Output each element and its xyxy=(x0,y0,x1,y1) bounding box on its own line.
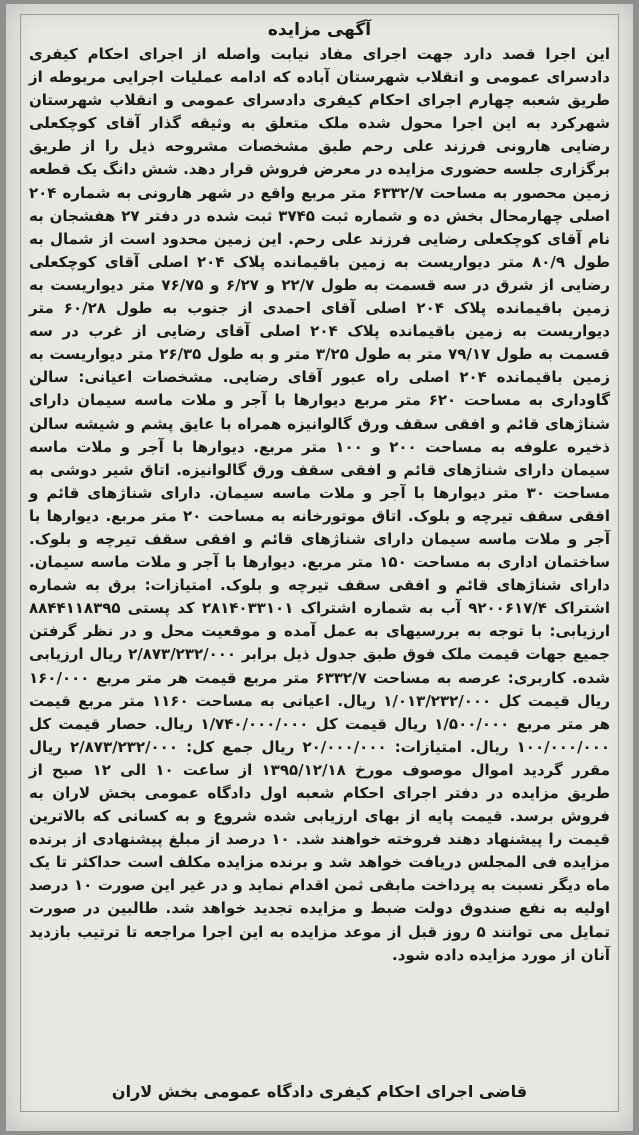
notice-signature: قاضی اجرای احکام کیفری دادگاه عمومی بخش لاران xyxy=(111,1082,528,1101)
newspaper-page xyxy=(6,4,633,1131)
notice-title: آگهی مزایده xyxy=(267,20,372,40)
notice-body: این اجرا قصد دارد جهت اجرای مفاد نیابت واصله از اجرای احکام کیفری دادسرای عمومی و انقلاب شهرستان آباده که ادامه عملیات اجرایی مربوطه از طریق شعبه چهارم اجرای احکام کیفری دادسرای عمومی و انقلاب شهرستان شهرکرد به این اجرا محول شده ملک متعلق به وثیقه گذار آقای کوچکعلی رضایی هارونی فرزند علی رحم طبق مشخصات مشروحه ذیل را از طریق برگزاری جلسه حضوری مزایده در معرض فروش قرار دهد. شش دانگ یک قطعه زمین محصور به مساحت ۶۳۳۲/۷ متر مربع واقع در شهر هارونی به شماره ۲۰۴ اصلی چهارمحال بخش ده و شماره ثبت ۳۷۴۵ ثبت شده در دفتر ۲۷ هفشجان به نام آقای کوچکعلی رضایی فرزند علی رحم. این زمین محدود است از شمال به طول ۸۰/۹ متر دیواریست به زمین باقیمانده پلاک ۲۰۴ اصلی آقای کوچکعلی رضایی از شرق در سه قسمت به طول ۲۲/۷ و ۶/۲۷ و ۷۶/۷۵ متر دیواریست به زمین باقیمانده پلاک ۲۰۴ اصلی آقای احمدی از جنوب به طول ۶۰/۲۸ متر دیواریست به زمین باقیمانده پلاک ۲۰۴ اصلی آقای رضایی از غرب در سه قسمت به طول ۷۹/۱۷ متر به طول ۳/۲۵ متر و به طول ۲۶/۳۵ متر دیواریست به زمین باقیمانده ۲۰۴ اصلی راه عبور آقای رضایی. مشخصات اعیانی: سالن گاوداری به مساحت ۶۲۰ متر مربع دیوارها با آجر و ملات ماسه سیمان دارای شناژهای قائم و افقی سقف ورق گالوانیزه همراه با عایق پشم و شیشه سالن ذخیره علوفه به مساحت ۲۰۰ و ۱۰۰ متر مربع. دیوارها با آجر و ملات ماسه سیمان دارای شناژهای قائم و افقی سقف ورق گالوانیزه. اتاق شیر دوشی به مساحت ۳۰ متر دیوارها با آجر و ملات ماسه سیمان. دارای شناژهای قائم و افقی سقف تیرچه و بلوک. اتاق موتورخانه به مساحت ۲۰ متر مربع. دیوارها با آجر و ملات ماسه سیمان دارای شناژهای قائم و افقی سقف تیرچه و بلوک. ساختمان اداری به مساحت ۱۵۰ متر مربع. دیوارها با آجر و ملات ماسه سیمان. دارای شناژهای قائم و افقی سقف تیرچه و بلوک. امتیازات: برق به شماره اشتراک ۹۲۰۰۶۱۷/۴ آب به شماره اشتراک ۲۸۱۴۰۳۳۱۰۱ کد پستی ۸۸۴۴۱۱۸۳۹۵ ارزیابی: با توجه به بررسیهای به عمل آمده و موقعیت محل و در نظر گرفتن جمیع جهات قیمت ملک فوق طبق جدول ذیل برابر ۲/۸۷۳/۲۳۲/۰۰۰ ریال ارزیابی شده. کاربری: عرصه به مساحت ۶۳۳۲/۷ متر مربع قیمت هر متر مربع ۱۶۰/۰۰۰ ریال قیمت کل ۱/۰۱۳/۲۳۲/۰۰۰ ریال. اعیانی به مساحت ۱۱۶۰ متر مربع قیمت هر متر مربع ۱/۵۰۰/۰۰۰ ریال قیمت کل ۱/۷۴۰/۰۰۰/۰۰۰ ریال. حصار قیمت کل ۱۰۰/۰۰۰/۰۰۰ ریال. امتیازات: ۲۰/۰۰۰/۰۰۰ ریال جمع کل: ۲/۸۷۳/۲۳۲/۰۰۰ ریال مقرر گردید اموال موصوف مورخ ۱۳۹۵/۱۲/۱۸ از ساعت ۱۰ الی ۱۲ صبح از طریق مزایده در دفتر اجرای احکام شعبه اول دادگاه عمومی بخش لاران به فروش برسد. قیمت پایه از بهای ارزیابی شده شروع و به کسانی که بالاترین قیمت را پیشنهاد دهند فروخته خواهند شد. ۱۰ درصد از مبلغ پیشنهادی از برنده مزایده فی المجلس دریافت خواهد شد و برنده مزایده مکلف است حداکثر تا یک ماه دیگر نسبت به پرداخت مابقی ثمن اقدام نماید و در غیر این صورت ۱۰ درصد اولیه به نفع صندوق دولت ضبط و مزایده تجدید خواهد شد. طالبین در صورت تمایل می توانند ۵ روز قبل از موعد مزایده به این اجرا مراجعه تا ترتیب بازدید آنان از مورد مزایده داده شود. xyxy=(29,45,611,964)
auction-notice xyxy=(20,14,619,1112)
